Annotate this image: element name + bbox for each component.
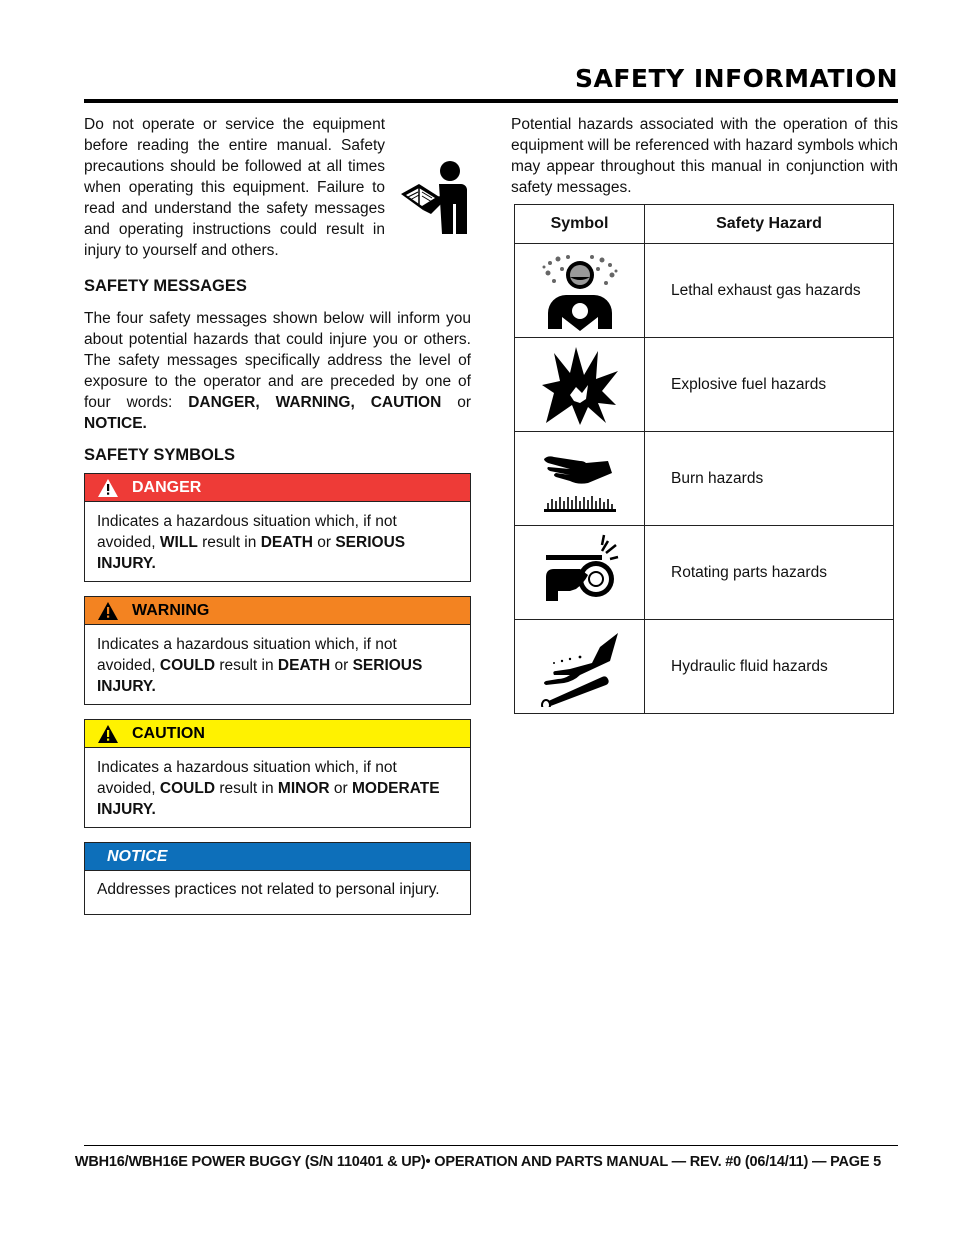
symbol-column-header: Symbol <box>515 205 645 244</box>
explosion-icon <box>540 345 620 425</box>
table-row <box>515 244 894 338</box>
hazard-cell: Hydraulic fluid hazards <box>645 620 894 714</box>
alert-triangle-icon <box>97 601 119 621</box>
hydraulic-fluid-icon <box>540 627 620 707</box>
notice-header <box>85 843 470 871</box>
footer-rule <box>84 1145 898 1146</box>
hazard-cell: Explosive fuel hazards <box>645 338 894 432</box>
table-row <box>515 526 894 620</box>
title-rule <box>84 99 898 103</box>
safety-messages-heading: SAFETY MESSAGES <box>84 277 247 295</box>
danger-header <box>85 474 470 502</box>
table-row <box>515 432 894 526</box>
caution-text: Indicates a hazardous situation which, if not avoided, COULD result in MINOR or MODERATE INJURY. <box>97 759 440 818</box>
left-column <box>84 114 471 929</box>
symbol-cell <box>515 338 645 432</box>
hazard-column-header: Safety Hazard <box>645 205 894 244</box>
rotating-parts-icon <box>540 533 620 613</box>
exhaust-gas-icon <box>540 251 620 331</box>
danger-box <box>84 473 471 582</box>
notice-text: Addresses practices not related to personal injury. <box>97 881 440 898</box>
hazard-table <box>514 204 894 714</box>
table-row <box>515 338 894 432</box>
page-footer: WBH16/WBH16E POWER BUGGY (S/N 110401 & UP)• OPERATION AND PARTS MANUAL — REV. #0 (06/14/11) — PAGE 5 <box>74 1154 881 1170</box>
danger-text: Indicates a hazardous situation which, if not avoided, WILL result in DEATH or SERIOUS INJURY. <box>97 513 406 572</box>
symbol-cell <box>515 620 645 714</box>
safety-messages-paragraph: The four safety messages shown below will inform you about potential hazards that could injure you or others. The safety messages specifically address the level of exposure to the operator and are preceded by one of four words: DANGER, WARNING, CAUTION or NOTICE. <box>84 310 472 432</box>
caution-label: CAUTION <box>132 724 205 742</box>
right-column <box>511 114 898 198</box>
caution-header <box>85 720 470 748</box>
symbol-cell <box>515 432 645 526</box>
intro-paragraph: Do not operate or service the equipment before reading the entire manual. Safety precautions should be followed at all times when operating this equipment. Failure to read and understand the safety messages and operating instructions could result in injury to yourself and others. <box>84 116 385 259</box>
symbol-cell <box>515 526 645 620</box>
alert-triangle-icon <box>97 478 119 498</box>
notice-box <box>84 842 471 915</box>
warning-label: WARNING <box>132 601 210 619</box>
hazard-cell: Lethal exhaust gas hazards <box>645 244 894 338</box>
read-manual-icon <box>393 160 471 238</box>
intro-block <box>84 114 471 261</box>
warning-header <box>85 597 470 625</box>
burn-hand-icon <box>540 439 620 519</box>
warning-text: Indicates a hazardous situation which, if not avoided, COULD result in DEATH or SERIOUS INJURY. <box>97 636 423 695</box>
hazard-cell: Rotating parts hazards <box>645 526 894 620</box>
hazard-table-header <box>515 205 894 244</box>
notice-label: NOTICE <box>107 847 168 865</box>
page-title: SAFETY INFORMATION <box>575 64 898 93</box>
safety-symbols-heading: SAFETY SYMBOLS <box>84 446 235 464</box>
table-row <box>515 620 894 714</box>
hazard-intro-paragraph: Potential hazards associated with the operation of this equipment will be referenced with hazard symbols which may appear throughout this manual in conjunction with safety messages. <box>511 116 898 196</box>
danger-label: DANGER <box>132 478 202 496</box>
alert-triangle-icon <box>97 724 119 744</box>
warning-box <box>84 596 471 705</box>
hazard-cell: Burn hazards <box>645 432 894 526</box>
caution-box <box>84 719 471 828</box>
symbol-cell <box>515 244 645 338</box>
